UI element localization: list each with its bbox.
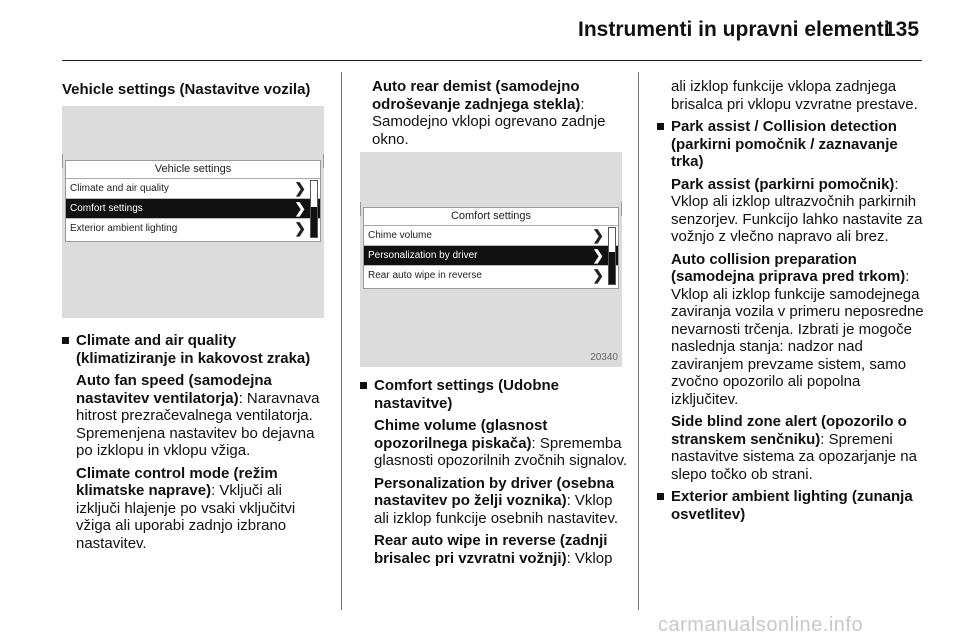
term: Rear auto wipe in reverse (zadnji brisalec pri vzvratni vožnji) [374,532,608,567]
bullet-park-assist [657,118,925,171]
chevron-right-icon: ❯ [294,200,306,216]
menu-item-label: Exterior ambient lighting [70,223,178,234]
menu-item-label: Personalization by driver [368,250,478,261]
paragraph-rear-demist [372,78,628,148]
chevron-right-icon: ❯ [592,247,604,263]
scrollbar-thumb [311,207,317,237]
term: Auto collision preparation (samodejna priprava pred trkom) [671,250,906,285]
term: Side blind zone alert (opozorilo o stranskem senčniku) [671,413,907,448]
column-2-top [372,78,628,153]
column-2-body [360,377,628,572]
menu-item-personalization [364,246,618,266]
term: Personalization by driver (osebna nastavitev po želji voznika) [374,474,615,509]
paragraph-park-assist [657,176,925,246]
chevron-right-icon: ❯ [294,180,306,196]
menu-item-rear-wipe [364,266,618,285]
page-header-title: Instrumenti in upravni elementi [578,18,890,41]
bullet-title: Exterior ambient lighting (zunanja osvetlitev) [671,488,913,523]
bullet-square-icon [62,337,69,344]
term: Climate control mode (režim klimatske naprave) [76,464,278,499]
chevron-right-icon: ❯ [294,220,306,236]
scrollbar [310,180,318,238]
menu-item-exterior [66,219,320,238]
tick-right [323,154,324,168]
bullet-square-icon [657,493,664,500]
paragraph-rear-wipe [360,532,628,567]
chevron-right-icon: ❯ [592,227,604,243]
menu-item-comfort [66,199,320,219]
section-title: Vehicle settings (Nastavitve vozila) [62,81,311,98]
bullet-title: Park assist / Collision detection (parkirni pomočnik / zaznavanje trka) [671,118,898,170]
comfort-settings-screen [363,207,619,289]
paragraph-continued: ali izklop funkcije vklopa zadnjega brisalca pri vklopu vzvratne prestave. [671,78,918,113]
comfort-settings-image [360,152,622,367]
term: Chime volume (glasnost opozorilnega piskača) [374,417,548,452]
paragraph-auto-fan [62,372,328,460]
screen-title: Comfort settings [364,208,618,226]
bullet-exterior-lighting [657,488,925,523]
description: : Spremeni nastavitve sistema za opozarjanje na slepo točko ob strani. [671,430,917,483]
paragraph-blind-zone [657,413,925,483]
bullet-square-icon [360,382,367,389]
bullet-square-icon [657,123,664,130]
column-3 [657,78,925,528]
description: : Vključi ali izključi hlajenje po vsaki vključitvi vžiga ali uporabi zadnjo izbrano nastavitev. [76,482,296,552]
watermark: carmanualsonline.info [658,614,864,636]
column-1-body [62,332,328,557]
bullet-title: Climate and air quality (klimatiziranje in kakovost zraka) [76,332,311,367]
bullet-comfort [360,377,628,412]
description: : Vklop ali izklop funkcije osebnih nastavitev. [374,492,619,527]
description: : Naravnava hitrost prezračevalnega ventilatorja. Spremenjena nastavitev bo dejavna po izklopu in vklopu vžiga. [76,389,320,459]
paragraph-climate-mode [62,465,328,553]
description: : Vklop [566,549,613,567]
menu-item-climate [66,179,320,199]
vehicle-settings-image [62,106,324,318]
menu-item-label: Chime volume [368,230,432,241]
description: : Vklop ali izklop ultrazvočnih parkirnih senzorjev. Funkcijo lahko nastavite za vožnjo z vlečno napravo ali brez. [671,175,923,245]
bullet-title: Comfort settings (Udobne nastavitve) [374,377,559,412]
description: : Sprememba glasnosti opozorilnih zvočnih signalov. [374,434,628,469]
menu-item-label: Climate and air quality [70,183,169,194]
scrollbar-thumb [609,252,615,284]
column-divider-1 [341,72,342,610]
header-rule [62,60,922,61]
page-number: 135 [884,18,920,41]
description: : Samodejno vklopi ogrevano zadnje okno. [372,95,606,148]
tick-right [621,202,622,216]
bullet-climate [62,332,328,367]
image-number: 20340 [590,352,618,363]
tick-left [360,202,361,216]
screen-title: Vehicle settings [66,161,320,179]
column-divider-2 [638,72,639,610]
menu-item-chime [364,226,618,246]
term: Auto rear demist (samodejno odroševanje zadnjega stekla) [372,78,581,113]
paragraph-personalization [360,475,628,528]
term: Park assist (parkirni pomočnik) [671,175,895,193]
paragraph-collision-prep [657,251,925,409]
menu-item-label: Comfort settings [70,203,143,214]
term: Auto fan speed (samodejna nastavitev ventilatorja) [76,372,272,407]
tick-left [62,154,63,168]
scrollbar [608,227,616,285]
column-1 [62,81,328,99]
paragraph-chime [360,417,628,470]
menu-item-label: Rear auto wipe in reverse [368,270,482,281]
vehicle-settings-screen [65,160,321,242]
chevron-right-icon: ❯ [592,267,604,283]
description: : Vklop ali izklop funkcije samodejnega zaviranja vozila v primeru neposredne nevarnosti trčenja. Izbrati je mogoče naslednja stanja: nadzor nad zaviranjem prevzame sistem, samo zvočno opozorilo ali popolna izključitev. [671,268,924,408]
